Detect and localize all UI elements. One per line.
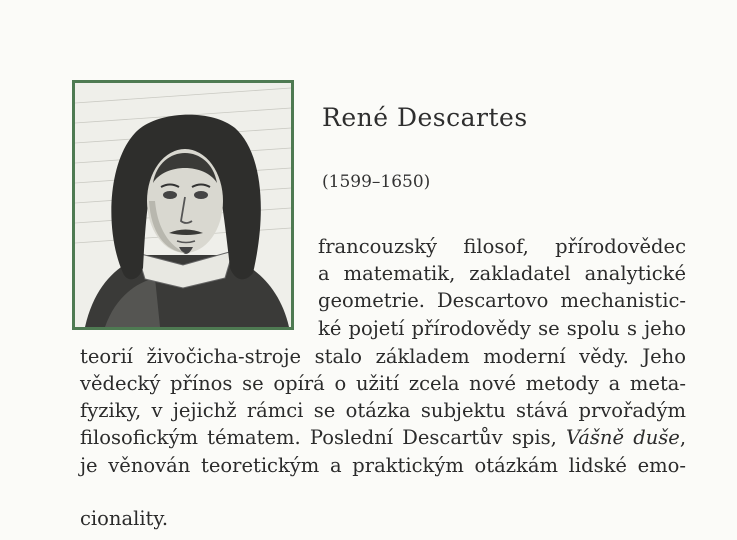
bio-line: [80, 426, 686, 449]
book-title: Vášně duše: [566, 426, 680, 449]
bio-line: a matematik, zakladatel analytické: [318, 262, 686, 285]
person-name-heading: René Descartes: [322, 103, 528, 132]
bio-line: je věnován teoretickým a praktickým otázkám lidské emo-: [80, 454, 686, 477]
bio-line: francouzský filosof, přírodovědec: [318, 235, 686, 258]
bio-line: cionality.: [80, 507, 169, 530]
bio-line: vědecký přínos se opírá o užití zcela nové metody a meta-: [80, 372, 686, 395]
bio-line-text: filosofickým tématem. Poslední Descartův spis,: [80, 426, 557, 449]
bio-line: ké pojetí přírodovědy se spolu s jeho: [318, 317, 686, 340]
bio-line: teorií živočicha-stroje stalo základem moderní vědy. Jeho: [80, 345, 686, 368]
portrait-frame: [72, 80, 294, 330]
life-dates: (1599–1650): [322, 172, 431, 192]
bio-line: geometrie. Descartovo mechanistic-: [318, 289, 686, 312]
bio-line: fyziky, v jejichž rámci se otázka subjektu stává prvořadým: [80, 399, 686, 422]
portrait-engraving: [75, 83, 291, 327]
bio-line-punct: ,: [679, 426, 687, 449]
